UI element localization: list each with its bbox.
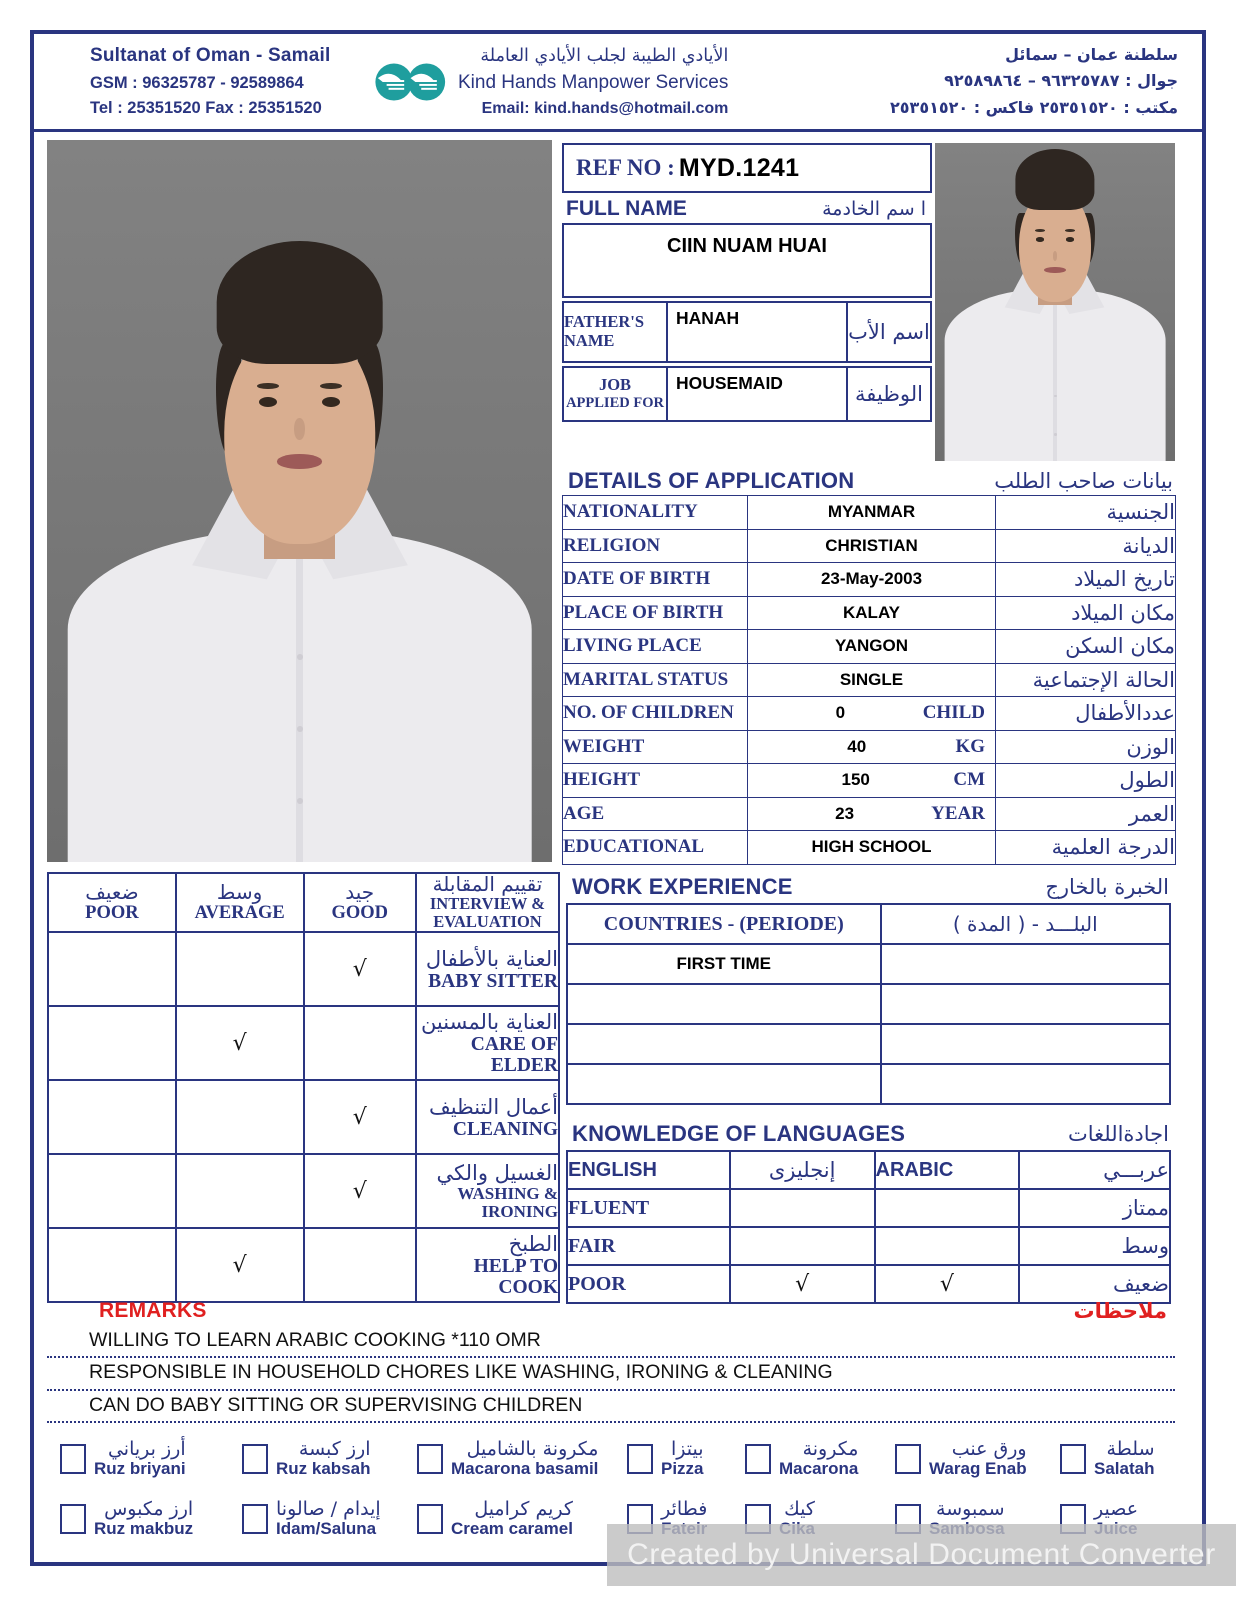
food-label: عصير (1094, 1498, 1139, 1520)
detail-label-arabic: الجنسية (996, 496, 1176, 530)
fathers-name-label-ar (848, 301, 932, 363)
detail-label-arabic: الديانة (996, 529, 1176, 563)
food-checkbox[interactable] (745, 1444, 771, 1474)
table-row (48, 1006, 559, 1080)
detail-label-arabic: تاريخ الميلاد (996, 563, 1176, 597)
food-label: فطائر (661, 1498, 708, 1520)
letterhead-header (34, 34, 1202, 132)
food-item (417, 1440, 627, 1478)
table-row (567, 1024, 1170, 1064)
evaluation-cell-good[interactable] (304, 1006, 416, 1080)
food-label: أرز برياني Ruz briyani (94, 1438, 186, 1478)
languages-title-en: KNOWLEDGE OF LANGUAGES (572, 1121, 906, 1146)
evaluation-cell-average[interactable] (176, 1080, 304, 1154)
language-level-label: FLUENT (567, 1189, 730, 1227)
detail-label: DATE OF BIRTH (563, 563, 748, 597)
details-of-application-section (562, 466, 1175, 865)
work-country-cell[interactable] (567, 1024, 881, 1064)
header-company-identity (458, 43, 734, 120)
two-hands-logo-icon (372, 57, 450, 107)
work-period-cell[interactable] (881, 984, 1170, 1024)
remark-line: RESPONSIBLE IN HOUSEHOLD CHORES LIKE WASHING, IRONING & CLEANING (47, 1358, 1175, 1390)
languages-table (566, 1150, 1171, 1304)
evaluation-column-header-poor: ضعيف POOR (48, 873, 176, 932)
knowledge-of-languages-section (566, 1119, 1171, 1304)
detail-label: WEIGHT (563, 730, 748, 764)
detail-value: YANGON (748, 630, 996, 664)
food-item (895, 1440, 1060, 1478)
food-label: بيتزا Pizza (661, 1438, 704, 1478)
fathers-name-value: HANAH (676, 308, 740, 328)
detail-value: KALAY (748, 596, 996, 630)
work-period-cell[interactable] (881, 1024, 1170, 1064)
table-row (563, 496, 1176, 530)
applicant-portrait-photo (935, 143, 1175, 461)
food-label: مكرونة Macarona (779, 1438, 859, 1478)
food-label: إيدام / صالونا Idam/Saluna (276, 1498, 381, 1538)
table-row (563, 730, 1176, 764)
language-level-label-arabic: ممتاز (1019, 1189, 1170, 1227)
table-header-row (48, 873, 559, 932)
food-label: سمبوسة (936, 1498, 1005, 1520)
tel-fax-numbers: Tel : 25351520 Fax : 25351520 (90, 99, 322, 118)
language-header-arabic: ARABIC (875, 1151, 1020, 1189)
watermark-banner (607, 1524, 1236, 1586)
language-header-arabic-arabic: عربـــي (1019, 1151, 1170, 1189)
remarks-header (47, 1296, 1175, 1326)
ref-no-value: MYD.1241 (678, 153, 800, 182)
detail-label-arabic: الدرجة العلمية (996, 831, 1176, 865)
evaluation-cell-good[interactable]: √ (304, 1154, 416, 1228)
detail-label-arabic: الوزن (996, 730, 1176, 764)
table-header-row (567, 1151, 1170, 1189)
detail-value: HIGH SCHOOL (748, 831, 996, 865)
interview-evaluation-section (47, 872, 560, 1303)
fathers-name-arabic-text: اسم الأب (848, 320, 930, 344)
table-row (567, 1227, 1170, 1265)
table-row (563, 797, 1176, 831)
table-row (563, 596, 1176, 630)
evaluation-cell-average[interactable] (176, 1154, 304, 1228)
table-header-row (567, 904, 1170, 944)
food-item (60, 1500, 242, 1538)
table-row (567, 944, 1170, 984)
language-level-label: FAIR (567, 1227, 730, 1265)
languages-section-header (566, 1119, 1171, 1148)
table-row (48, 1154, 559, 1228)
food-item (242, 1440, 417, 1478)
table-row (48, 1228, 559, 1302)
detail-label-arabic: العمر (996, 797, 1176, 831)
table-row (563, 630, 1176, 664)
full-name-value: CIIN NUAM HUAI (667, 235, 827, 257)
office-fax-arabic: مكتب : ٢٥٣٥١٥٢٠ فاكس : ٢٥٣٥١٥٢٠ (890, 97, 1178, 117)
language-level-label-arabic: وسط (1019, 1227, 1170, 1265)
job-label-line1: JOB (598, 375, 632, 395)
detail-label-arabic: الحالة الإجتماعية (996, 663, 1176, 697)
application-identity-block (562, 143, 932, 422)
work-column-header-en: COUNTRIES - (PERIODE) (567, 904, 881, 944)
language-english-mark[interactable]: √ (730, 1265, 875, 1303)
detail-label: LIVING PLACE (563, 630, 748, 664)
food-checkbox[interactable] (417, 1504, 443, 1534)
evaluation-cell-average[interactable]: √ (176, 1228, 304, 1302)
language-english-mark[interactable] (730, 1227, 875, 1265)
work-period-cell[interactable] (881, 1064, 1170, 1104)
fathers-name-label-text: FATHER'S NAME (564, 312, 645, 350)
company-email: Email: kind.hands@hotmail.com (481, 99, 729, 117)
mobile-arabic: جوال : ٩٦٣٢٥٧٨٧ – ٩٢٥٨٩٨٦٤ (944, 71, 1178, 91)
food-checkbox[interactable] (242, 1444, 268, 1474)
remark-line: WILLING TO LEARN ARABIC COOKING *110 OMR (47, 1326, 1175, 1358)
detail-label: RELIGION (563, 529, 748, 563)
evaluation-cell-poor[interactable] (48, 1080, 176, 1154)
header-contact-arabic (734, 42, 1202, 121)
language-header-english-arabic: إنجليزى (730, 1151, 875, 1189)
table-row (567, 984, 1170, 1024)
remark-line: CAN DO BABY SITTING OR SUPERVISING CHILDREN (47, 1391, 1175, 1423)
food-label: سلطة Salatah (1094, 1438, 1155, 1478)
language-arabic-mark[interactable]: √ (875, 1265, 1020, 1303)
evaluation-table (47, 872, 560, 1303)
fathers-name-label-en (562, 301, 668, 363)
food-checkbox[interactable] (895, 1444, 921, 1474)
remarks-title-ar: ملاحظات (1073, 1299, 1167, 1323)
evaluation-cell-good[interactable] (304, 1228, 416, 1302)
ref-no-label: REF NO : (576, 155, 675, 180)
food-checkbox[interactable] (627, 1444, 653, 1474)
company-location-arabic: سلطنة عمان – سمائل (1005, 44, 1178, 64)
full-name-field (562, 223, 932, 298)
job-arabic-text: الوظيفة (854, 382, 923, 406)
detail-value: MYANMAR (748, 496, 996, 530)
evaluation-cell-average[interactable] (176, 932, 304, 1006)
evaluation-cell-poor[interactable] (48, 1228, 176, 1302)
food-label: ارز كبسة Ruz kabsah (276, 1438, 371, 1478)
food-label: مكرونة بالشاميل Macarona basamil (451, 1438, 599, 1478)
detail-value: 40 KG (748, 730, 996, 764)
food-checklist-row-1 (60, 1440, 1170, 1500)
food-checkbox[interactable] (60, 1444, 86, 1474)
table-row (563, 529, 1176, 563)
table-row (563, 563, 1176, 597)
detail-value: 0 CHILD (748, 697, 996, 731)
food-checkbox[interactable] (1060, 1444, 1086, 1474)
details-title-en: DETAILS OF APPLICATION (568, 468, 855, 493)
table-row (563, 697, 1176, 731)
detail-label-arabic: عددالأطفال (996, 697, 1176, 731)
job-label-en (562, 366, 668, 422)
fathers-name-row (562, 301, 932, 363)
food-label: ارز مكبوس Ruz makbuz (94, 1498, 194, 1538)
table-row (567, 1189, 1170, 1227)
work-country-cell[interactable] (567, 1064, 881, 1104)
job-label-line2: APPLIED FOR (566, 395, 664, 412)
details-table (562, 495, 1176, 865)
evaluation-skill-label: الغسيل والكي WASHING & IRONING (416, 1154, 559, 1228)
food-item (745, 1440, 895, 1478)
detail-value: CHRISTIAN (748, 529, 996, 563)
work-title-ar: الخبرة بالخارج (1045, 875, 1169, 899)
company-name-english: Kind Hands Manpower Services (458, 72, 729, 94)
food-checkbox[interactable] (417, 1444, 443, 1474)
applicant-full-photo (47, 140, 552, 862)
detail-value: 23-May-2003 (748, 563, 996, 597)
work-section-header (566, 872, 1171, 901)
table-row (563, 764, 1176, 798)
details-title-ar: بيانات صاحب الطلب (994, 469, 1173, 493)
watermark-text: Created by Universal Document Converter (627, 1538, 1216, 1571)
remarks-title-en: REMARKS (99, 1299, 207, 1322)
job-applied-row (562, 366, 932, 422)
detail-value: SINGLE (748, 663, 996, 697)
detail-label: MARITAL STATUS (563, 663, 748, 697)
job-label-ar (848, 366, 932, 422)
evaluation-cell-poor[interactable] (48, 1006, 176, 1080)
evaluation-skill-label: العناية بالأطفال BABY SITTER (416, 932, 559, 1006)
detail-label: AGE (563, 797, 748, 831)
detail-label: NO. OF CHILDREN (563, 697, 748, 731)
evaluation-skill-label: أعمال التنظيف CLEANING (416, 1080, 559, 1154)
full-name-label-en: FULL NAME (566, 197, 687, 220)
language-arabic-mark[interactable] (875, 1189, 1020, 1227)
job-value: HOUSEMAID (676, 373, 783, 393)
detail-label-arabic: مكان الميلاد (996, 596, 1176, 630)
languages-title-ar: اجادةاللغات (1067, 1122, 1169, 1146)
food-label: ورق عنب Warag Enab (929, 1438, 1027, 1478)
evaluation-title-cell: تقييم المقابلة INTERVIEW & EVALUATION (416, 873, 559, 932)
table-row (48, 932, 559, 1006)
detail-label-arabic: الطول (996, 764, 1176, 798)
work-country-cell[interactable]: FIRST TIME (567, 944, 881, 984)
language-level-label-arabic: ضعيف (1019, 1265, 1170, 1303)
details-section-header (562, 466, 1175, 495)
food-item (1060, 1440, 1170, 1478)
evaluation-column-header-good: جيد GOOD (304, 873, 416, 932)
food-checkbox[interactable] (242, 1504, 268, 1534)
detail-label: NATIONALITY (563, 496, 748, 530)
full-name-label-ar: ا سم الخادمة (822, 198, 926, 220)
evaluation-cell-good[interactable]: √ (304, 932, 416, 1006)
food-label: كريم كراميل Cream caramel (451, 1498, 573, 1538)
work-experience-section (566, 872, 1171, 1105)
evaluation-cell-average[interactable]: √ (176, 1006, 304, 1080)
full-name-header (562, 193, 932, 223)
company-name-arabic: الأيادي الطيبة لجلب الأيادي العاملة (480, 46, 729, 66)
detail-label: EDUCATIONAL (563, 831, 748, 865)
table-row (563, 831, 1176, 865)
fathers-name-field (668, 301, 848, 363)
remarks-section (47, 1296, 1175, 1423)
table-row (48, 1080, 559, 1154)
evaluation-cell-poor[interactable] (48, 1154, 176, 1228)
detail-label: HEIGHT (563, 764, 748, 798)
food-item (627, 1440, 745, 1478)
detail-value: 150 CM (748, 764, 996, 798)
work-column-header-ar: البلـــد - ( المدة ) (881, 904, 1170, 944)
language-header-english: ENGLISH (567, 1151, 730, 1189)
header-contact-english (34, 41, 364, 122)
table-row (567, 1064, 1170, 1104)
ref-no-field (562, 143, 932, 193)
job-field (668, 366, 848, 422)
food-label: كيك (784, 1498, 815, 1520)
detail-value: 23 YEAR (748, 797, 996, 831)
evaluation-column-header-avg: وسط AVERAGE (176, 873, 304, 932)
work-experience-table (566, 903, 1171, 1105)
work-period-cell[interactable] (881, 944, 1170, 984)
work-country-cell[interactable] (567, 984, 881, 1024)
work-title-en: WORK EXPERIENCE (572, 874, 793, 899)
evaluation-skill-label: الطبخ HELP TO COOK (416, 1228, 559, 1302)
language-level-label: POOR (567, 1265, 730, 1303)
food-checkbox[interactable] (60, 1504, 86, 1534)
table-row (563, 663, 1176, 697)
food-item (60, 1440, 242, 1478)
evaluation-cell-good[interactable]: √ (304, 1080, 416, 1154)
language-english-mark[interactable] (730, 1189, 875, 1227)
detail-label-arabic: مكان السكن (996, 630, 1176, 664)
detail-label: PLACE OF BIRTH (563, 596, 748, 630)
food-item (242, 1500, 417, 1538)
gsm-numbers: GSM : 96325787 - 92589864 (90, 73, 304, 92)
food-item (417, 1500, 627, 1538)
evaluation-cell-poor[interactable] (48, 932, 176, 1006)
company-location: Sultanat of Oman - Samail (90, 45, 331, 67)
evaluation-skill-label: العناية بالمسنين CARE OF ELDER (416, 1006, 559, 1080)
language-arabic-mark[interactable] (875, 1227, 1020, 1265)
